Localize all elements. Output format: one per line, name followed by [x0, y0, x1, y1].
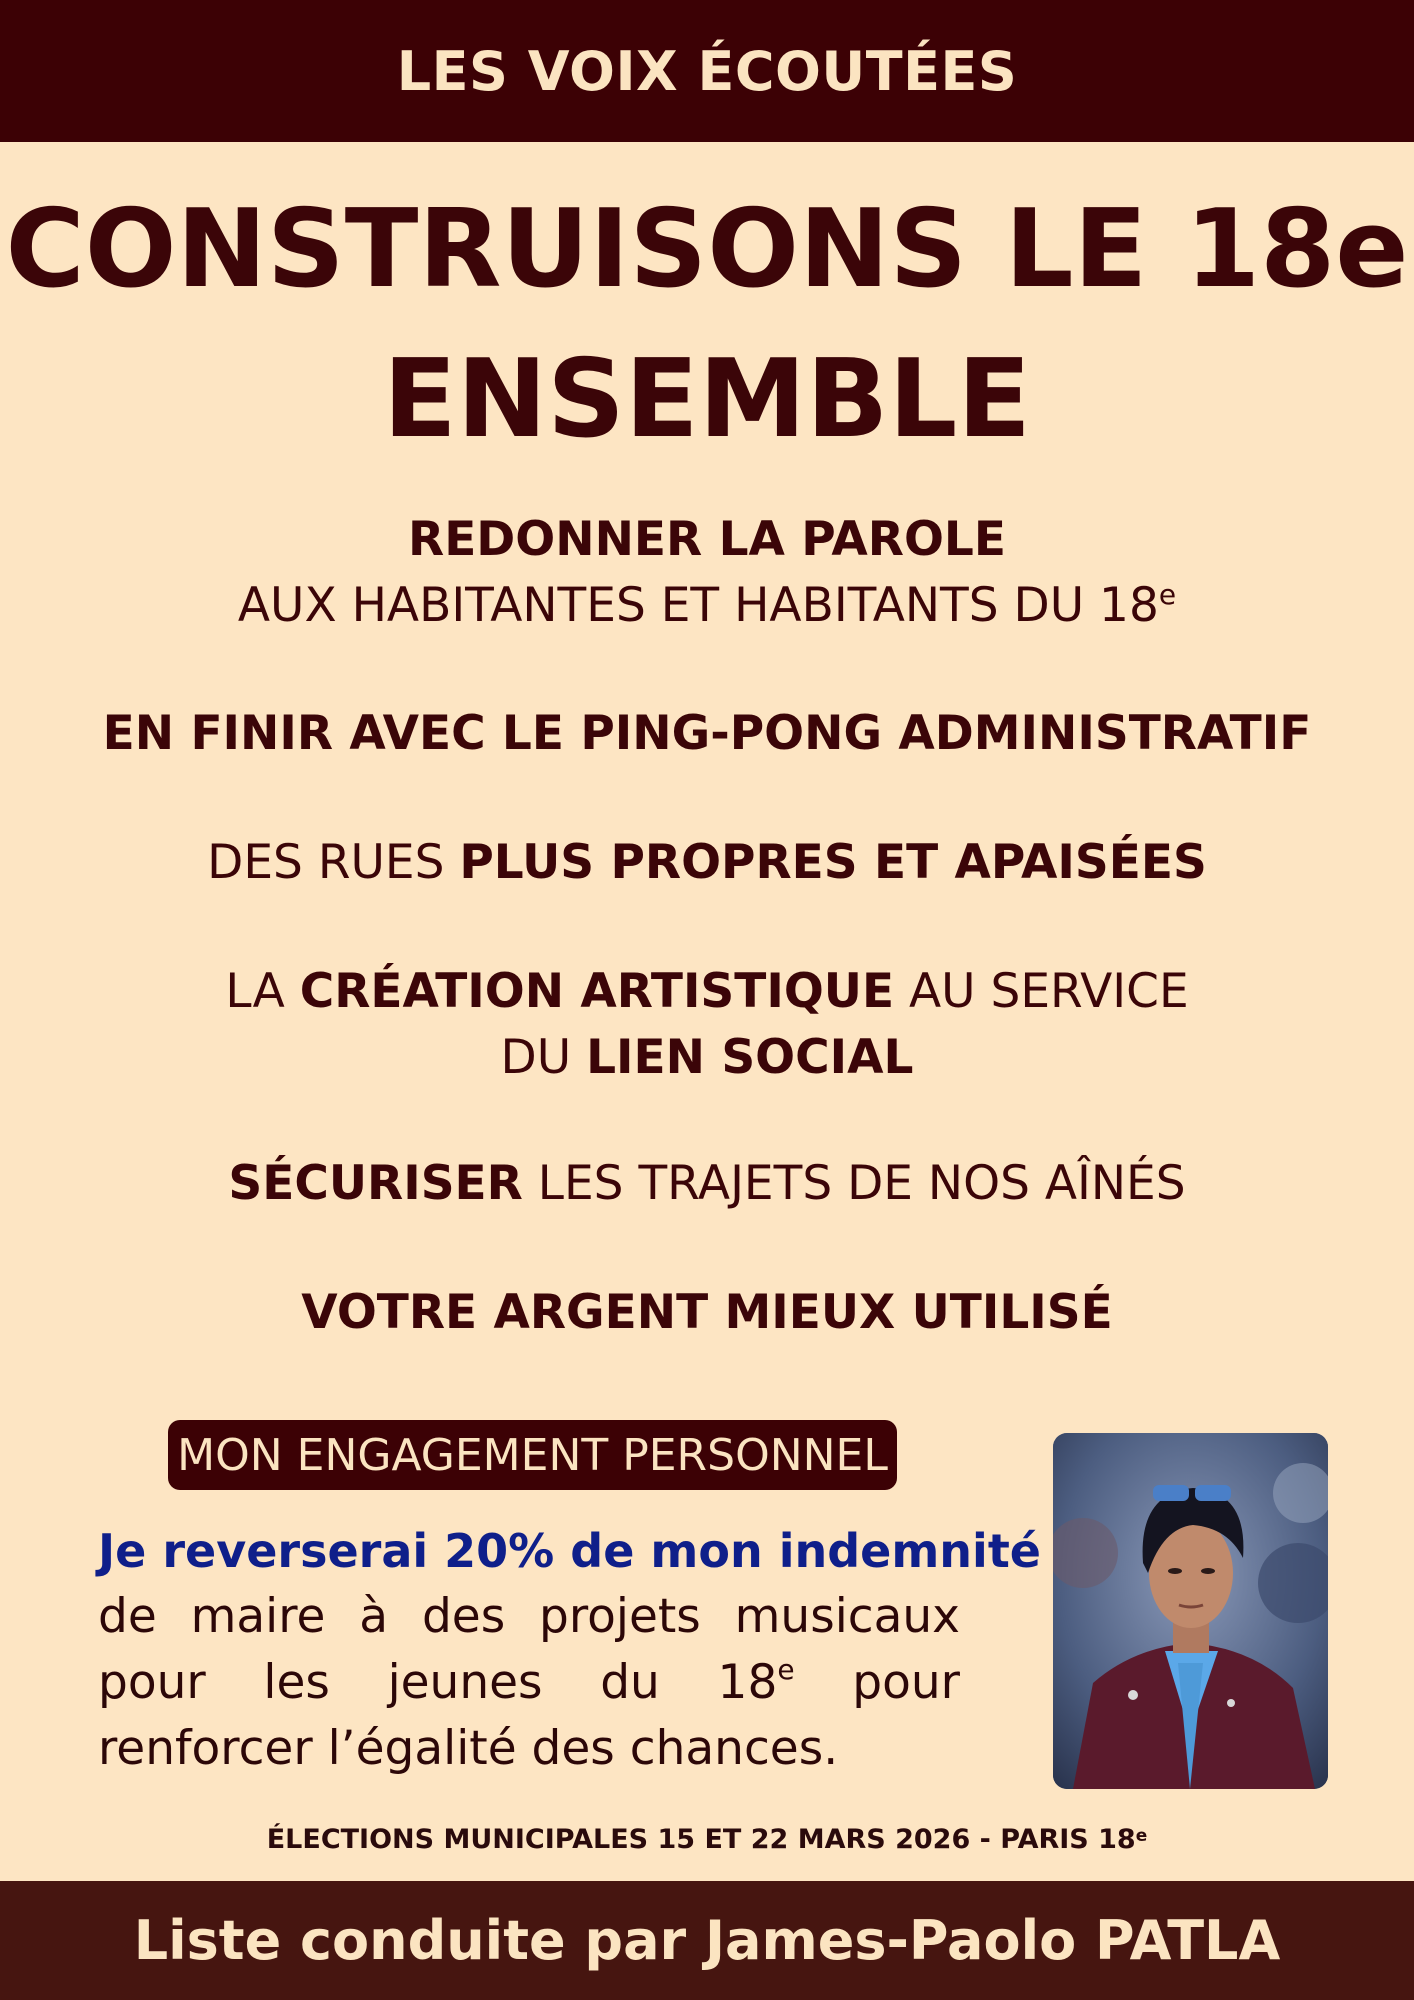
headline-line-1: CONSTRUISONS LE 18e — [5, 187, 1409, 312]
point-aines-post: LES TRAJETS DE NOS AÎNÉS — [522, 1156, 1186, 1211]
point-creation-bold: CRÉATION ARTISTIQUE — [299, 964, 895, 1019]
point-parole-bold: REDONNER LA PAROLE — [408, 512, 1006, 567]
point-creation-line2-pre: DU — [500, 1030, 587, 1085]
point-rues-pre: DES RUES — [207, 835, 460, 890]
pledge-body-part2: pour renforcer l’égalité des chances. — [98, 1655, 960, 1776]
pledge-body-part1: de maire à des projets musicaux pour les jeunes du 18 — [98, 1589, 960, 1710]
candidate-photo — [1053, 1433, 1328, 1789]
footnote-sup: e — [1135, 1826, 1148, 1846]
list-leader-text: Liste conduite par James-Paolo PATLA — [133, 1909, 1281, 1972]
point-parole — [0, 507, 1414, 639]
point-rues — [0, 830, 1414, 896]
point-aines-bold: SÉCURISER — [228, 1156, 523, 1211]
election-footnote — [0, 1824, 1414, 1855]
point-argent — [0, 1280, 1414, 1346]
point-creation — [0, 959, 1414, 1091]
pledge-body-sup: e — [777, 1653, 795, 1686]
point-creation-pre: LA — [225, 964, 300, 1019]
engagement-label — [168, 1420, 897, 1490]
point-rues-bold: PLUS PROPRES ET APAISÉES — [459, 835, 1207, 890]
footnote-text: ÉLECTIONS MUNICIPALES 15 ET 22 MARS 2026 - PARIS 18 — [266, 1824, 1136, 1855]
point-parole-sup: e — [1158, 578, 1177, 611]
top-banner — [0, 0, 1414, 142]
point-ping-pong-bold: EN FINIR AVEC LE PING-PONG ADMINISTRATIF — [102, 706, 1312, 761]
engagement-label-text: MON ENGAGEMENT PERSONNEL — [177, 1429, 888, 1481]
main-headline — [0, 175, 1414, 475]
point-ping-pong — [0, 701, 1414, 767]
point-aines — [0, 1151, 1414, 1217]
banner-kicker: LES VOIX ÉCOUTÉES — [396, 39, 1018, 103]
point-argent-bold: VOTRE ARGENT MIEUX UTILISÉ — [301, 1285, 1113, 1340]
bottom-banner — [0, 1881, 1414, 2000]
point-parole-line2: AUX HABITANTES ET HABITANTS DU 18 — [237, 578, 1159, 633]
engagement-pledge — [98, 1518, 1041, 1782]
pledge-lead: Je reverserai 20% de mon indemnité — [98, 1524, 1041, 1578]
candidate-portrait-illustration — [1053, 1433, 1328, 1789]
point-creation-line2-bold: LIEN SOCIAL — [586, 1030, 914, 1085]
headline-line-2: ENSEMBLE — [382, 337, 1032, 462]
point-creation-post: AU SERVICE — [894, 964, 1189, 1019]
